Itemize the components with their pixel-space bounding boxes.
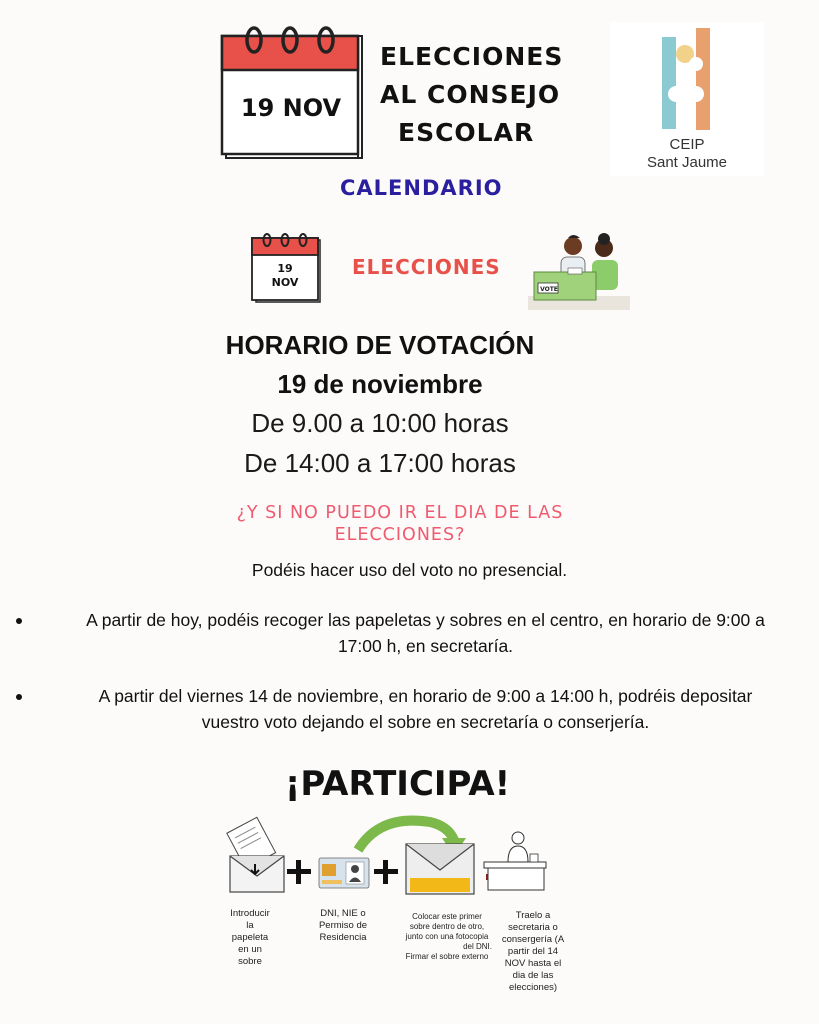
vote-box-text: VOTE (540, 286, 558, 293)
event-date-month: NOV (271, 276, 299, 289)
title-line-3: ESCOLAR (398, 118, 535, 147)
title-line-1: ELECCIONES (380, 42, 564, 71)
step-4-caption-line: partir del 14 (507, 946, 559, 957)
step-4-secretary-desk-icon (478, 828, 548, 894)
school-logo-line1: CEIP (669, 136, 705, 153)
voters-illustration (528, 232, 630, 310)
step-3-envelope-arrow-icon (350, 812, 480, 896)
schedule-slot-1: De 9.00 a 10:00 horas (251, 408, 509, 438)
bullet-1-line1: A partir de hoy, podéis recoger las papeletas y sobres en el centro, en horario de 9:00 a (86, 610, 765, 630)
absent-intro: Podéis hacer uso del voto no presencial. (251, 560, 568, 580)
bullet-2-line1: A partir del viernes 14 de noviembre, en horario de 9:00 a 14:00 h, podréis depositar (98, 686, 753, 706)
event-date-day: 19 (277, 262, 293, 275)
step-4-caption-line: secretaria o (508, 922, 558, 933)
step-1-caption-line: Introducir (230, 908, 270, 919)
step-3-caption-line: sobre dentro de otro, (409, 922, 485, 931)
step-3-caption-line: del DNI. (463, 942, 492, 951)
participa-title: ¡PARTICIPA! (284, 764, 511, 804)
bullet-2-line2: vuestro voto dejando el sobre en secretaría o conserjería. (201, 712, 650, 732)
step-2-caption-line: Permiso de (318, 920, 368, 931)
step-1-caption-line: papeleta (231, 932, 269, 943)
bullet-dot-1 (16, 618, 22, 624)
step-3-caption-line: Colocar este primer (412, 912, 482, 921)
step-4-caption-line: NOV hasta el (504, 958, 562, 969)
step-1-caption-line: en un (238, 944, 262, 955)
event-calendar-icon (250, 232, 322, 304)
step-1-caption-line: la (246, 920, 254, 931)
step-4-caption-line: dia de las (512, 970, 554, 981)
school-logo-line2: Sant Jaume (646, 154, 728, 171)
step-4-caption (496, 910, 570, 994)
schedule-date: 19 de noviembre (277, 369, 483, 399)
step-1-caption-line: sobre (238, 956, 262, 967)
step-3-caption (396, 912, 498, 962)
plus-icon-1 (285, 858, 313, 886)
step-3-caption-line: junto con una fotocopia (405, 932, 489, 941)
header-calendar-icon (220, 22, 366, 162)
step-1-envelope-icon (222, 816, 286, 896)
school-logo (610, 22, 764, 176)
schedule-slot-2: De 14:00 a 17:00 horas (244, 448, 516, 478)
absent-question-line1: ¿Y SI NO PUEDO IR EL DIA DE LAS (236, 503, 564, 523)
calendar-section-label: CALENDARIO (340, 176, 503, 200)
title-line-2: AL CONSEJO (380, 80, 561, 109)
step-4-caption-line: consergería (A (501, 934, 565, 945)
schedule-heading: HORARIO DE VOTACIÓN (225, 330, 535, 360)
header-calendar-date: 19 NOV (240, 94, 342, 122)
bullet-1-line2: 17:00 h, en secretaría. (337, 636, 514, 656)
step-2-caption (308, 908, 378, 944)
step-1-caption (222, 908, 278, 968)
step-4-caption-line: elecciones) (508, 982, 558, 993)
step-4-caption-line: Traelo a (515, 910, 551, 921)
bullet-dot-2 (16, 694, 22, 700)
absent-question-line2: ELECCIONES? (334, 525, 466, 545)
step-2-caption-line: Residencia (319, 932, 367, 943)
step-2-caption-line: DNI, NIE o (320, 908, 366, 919)
step-3-caption-line: Firmar el sobre externo (405, 952, 489, 961)
event-label: ELECCIONES (352, 255, 501, 279)
